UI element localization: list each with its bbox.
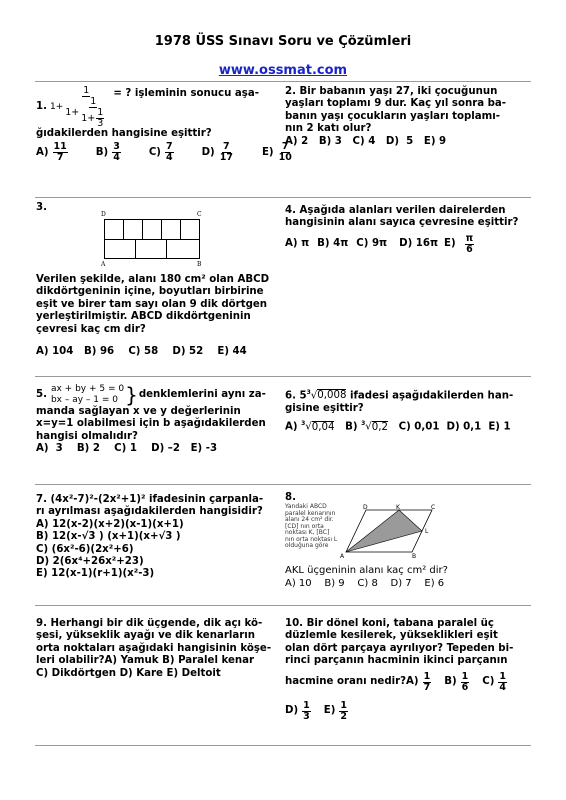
answer-choices — [36, 141, 292, 164]
answer-e: E) 12(x-1)(r+1)(x²-3) — [36, 568, 155, 580]
svg-text:K: K — [396, 504, 400, 511]
question-text: dikdörtgeninin içine, boyutları birbirine — [36, 286, 264, 298]
question-5: 5. ax + by + 5 = 0 bx – ay – 1 = 0 } denklemlerini aynı za- manda sağlayan x ve y değerlerinin x=y=1 olabilmesi için b aşağıdakilerden hangisi olmalıdır? A) 3 B) 2 C) 1 D) –2 E) -3 — [36, 384, 281, 456]
divider — [35, 605, 531, 606]
fraction-denominator: 4 — [499, 681, 507, 693]
answer-c: C) 9π — [356, 238, 388, 250]
svg-text:C: C — [431, 504, 436, 511]
answer-c — [149, 142, 190, 163]
answer-d — [285, 701, 312, 722]
fraction-numerator: 1 — [499, 670, 507, 682]
answer-a — [422, 672, 433, 693]
answer-a: A) 12(x-2)(x+2)(x-1)(x+1) — [36, 518, 184, 530]
fraction-denominator: 6 — [466, 243, 473, 255]
fraction-denominator: 4 — [113, 152, 120, 164]
fraction — [302, 701, 311, 722]
fraction-denominator: 7 — [423, 681, 431, 693]
fraction — [339, 701, 348, 722]
question-text: 6. 5 — [285, 390, 307, 402]
fraction-numerator: 7 — [281, 141, 289, 153]
divider — [35, 484, 531, 485]
question-text: orta noktaları aşağıdaki hangisinin köşe- — [36, 642, 272, 654]
svg-text:L: L — [425, 528, 429, 535]
answer-b — [444, 672, 470, 693]
answer-label: E) — [323, 704, 336, 716]
page-title: 1978 ÜSS Sınavı Soru ve Çözümleri — [154, 34, 412, 49]
question-text: 9. Herhangi bir dik üçgende, dik açı kö- — [36, 618, 263, 629]
question-number: 1. — [36, 101, 47, 113]
radicand: 0,2 — [371, 421, 388, 433]
question-text: çevresi kaç cm dir? — [36, 323, 146, 335]
continued-fraction: 1+ 1 1+ 1 1+ $\frac{1}{3}$ — [49, 85, 104, 129]
equation-system — [51, 384, 124, 406]
question-text: olan dört parçaya ayrılıyor? Tepeden bi- — [285, 642, 514, 654]
answer-choices — [285, 672, 535, 693]
answer-c — [482, 672, 508, 693]
question-8 — [285, 565, 535, 590]
equation: bx – ay – 1 = 0 — [50, 395, 119, 405]
question-text: rinci parçanın hacminin ikinci parçanın — [285, 655, 508, 667]
question-text: banın yaşı çocukların yaşları toplamı- — [285, 110, 500, 122]
vertex-label: C — [197, 211, 202, 218]
answer-choices — [285, 701, 535, 722]
question-text: AKL üçgeninin alanı kaç cm² dir? — [285, 565, 448, 576]
question-7 — [36, 494, 281, 581]
site-link[interactable]: www.ossmat.com — [218, 63, 348, 78]
answer-b: B) 4π — [317, 238, 349, 250]
question-text: 4. Aşağıda alanları verilen dairelerden — [285, 205, 506, 216]
answer-e: E) — [444, 238, 456, 250]
answer-label: E) — [261, 146, 274, 158]
answer-d: D) 2(6x⁴+26x²+23) — [36, 556, 144, 568]
fraction-numerator: 1 — [340, 699, 347, 711]
question-1 — [36, 85, 292, 164]
divider — [35, 376, 531, 377]
fraction-numerator: 3 — [113, 141, 120, 153]
question-text: yerleştirilmiştir. ABCD dikdörtgeninin — [36, 311, 251, 323]
fraction-denominator: 10 — [278, 152, 292, 164]
answer-a: A) π — [285, 238, 310, 250]
fraction-numerator: π — [465, 232, 474, 244]
equation: ax + by + 5 = 0 — [50, 384, 125, 394]
question-text: hacmine oranı nedir?A) — [285, 675, 419, 687]
answer-a: A) — [285, 421, 298, 433]
svg-text:B: B — [412, 553, 417, 558]
answer-label: C) — [482, 675, 495, 687]
fraction — [461, 672, 470, 693]
fraction-denominator: 17 — [219, 152, 233, 164]
fraction — [165, 142, 182, 163]
question-text: x=y=1 olabilmesi için b aşağıdakilerden — [36, 418, 266, 430]
question-text: hangisi olmalıdır? — [36, 430, 138, 442]
vertex-label: D — [101, 211, 106, 218]
answer-choices: A) 10 B) 9 C) 8 D) 7 E) 6 — [285, 577, 445, 589]
answer-label: C) — [148, 146, 161, 158]
question-9 — [36, 618, 286, 680]
fraction-numerator: 7 — [165, 141, 173, 153]
answer-choices: C) Dikdörtgen D) Kare E) Deltoit — [36, 667, 221, 679]
fraction — [112, 142, 129, 163]
question-text: nın 2 katı olur? — [285, 123, 372, 135]
fraction-denominator: 3 — [303, 710, 310, 722]
question-6: 6. $5^3√0,008$ ifadesi aşağıdakilerden han- gisine eşittir? A) $^3$√0,04 B) $^3$√0,2 C) 0,01 D) 0,1 E) 1 — [285, 387, 535, 434]
question-number: 8. — [285, 492, 296, 503]
question-text: 2. Bir babanın yaşı 27, iki çocuğunun — [285, 86, 498, 97]
answer-c: C) (6x²-6)(2x²+6) — [36, 543, 134, 555]
answer-a — [36, 142, 84, 163]
question-number: 3. — [36, 202, 47, 213]
svg-text:D: D — [363, 504, 368, 511]
fraction-denominator: 4 — [165, 152, 173, 164]
vertex-label: A — [101, 261, 106, 268]
radicand: 0,04 — [311, 421, 335, 433]
question-text: leri olabilir?A) Yamuk B) Paralel kenar — [36, 655, 255, 667]
question-text: eşit ve birer tam sayı olan 9 dik dörtgen — [36, 298, 268, 310]
fraction — [219, 142, 242, 163]
question-text: hangisinin alanı sayıca çevresine eşittir? — [285, 217, 519, 229]
answer-d — [202, 142, 250, 163]
answer-label: A) — [36, 146, 49, 158]
answer-b — [96, 142, 137, 163]
fraction — [498, 672, 507, 693]
fraction-numerator: 1 — [461, 670, 469, 682]
fraction-numerator: 1 — [303, 699, 310, 711]
answer-choices — [285, 234, 535, 255]
figure-caption: Yandaki ABCD paralel kenarının alanı 24 cm² dir. [CD] nın orta noktası K, [BC] nın orta noktası L olduğuna göre — [285, 503, 338, 549]
question-text: 10. Bir dönel koni, tabana paralel üç — [285, 618, 494, 629]
vertex-label: B — [197, 261, 202, 268]
answer-choices: C) 0,01 D) 0,1 E) 1 — [398, 421, 511, 433]
question-text: ifadesi aşağıdakilerden han- — [350, 390, 514, 402]
fraction-numerator: 11 — [53, 141, 67, 153]
answer-label: D) — [201, 146, 215, 158]
fraction — [53, 142, 76, 163]
question-number: 5. — [36, 388, 47, 400]
question-text: yaşları toplamı 9 dur. Kaç yıl sonra ba- — [285, 98, 507, 110]
answer-b: B) 12(x-√3 ) (x+1)(x+√3 ) — [36, 531, 181, 543]
fraction — [423, 672, 432, 693]
fraction-denominator: 2 — [340, 710, 347, 722]
divider — [35, 197, 531, 198]
divider — [35, 81, 531, 82]
fraction-numerator: 1 — [423, 670, 431, 682]
answer-b: B) — [345, 421, 358, 433]
answer-label: D) — [285, 704, 299, 716]
question-text: denklemlerini aynı za- — [138, 388, 266, 400]
answer-d: D) 16π — [399, 238, 439, 250]
answer-label: B) — [95, 146, 109, 158]
question-10 — [285, 618, 535, 722]
question-text: = ? işleminin sonucu aşa- — [113, 88, 259, 100]
answer-choices: A) 3 B) 2 C) 1 D) –2 E) -3 — [36, 443, 218, 455]
question-2 — [285, 86, 530, 148]
divider — [35, 745, 531, 746]
answer-e — [324, 701, 349, 722]
fraction-numerator: 7 — [223, 141, 230, 153]
svg-text:A: A — [340, 553, 345, 558]
question-text: 7. (4x²-7)²-(2x²+1)² ifadesinin çarpanla- — [36, 494, 264, 505]
question-text: gisine eşittir? — [285, 402, 364, 414]
answer-choices: A) 104 B) 96 C) 58 D) 52 E) 44 — [36, 346, 247, 358]
question-text: manda sağlayan x ve y değerlerinin — [36, 406, 241, 417]
question-text: Verilen şekilde, alanı 180 cm² olan ABCD — [36, 274, 270, 285]
question-text: düzlemle kesilerek, yükseklikleri eşit — [285, 630, 498, 642]
fraction-denominator: 7 — [56, 152, 64, 164]
question-text: şesi, yükseklik ayağı ve dik kenarların — [36, 630, 255, 642]
radicand: 0,008 — [317, 390, 347, 402]
answer-label: B) — [444, 675, 457, 687]
question-4 — [285, 205, 535, 255]
question-text: rı ayrılması aşağıdakilerden hangisidir? — [36, 506, 263, 518]
rectangle-figure — [104, 219, 200, 259]
parallelogram-figure — [336, 502, 436, 558]
answer-choices: A) 2 B) 3 C) 4 D) 5 E) 9 — [285, 135, 447, 147]
fraction-denominator: 6 — [461, 681, 469, 693]
question-3 — [36, 274, 281, 358]
question-text: ğıdakilerden hangisine eşittir? — [36, 128, 212, 139]
